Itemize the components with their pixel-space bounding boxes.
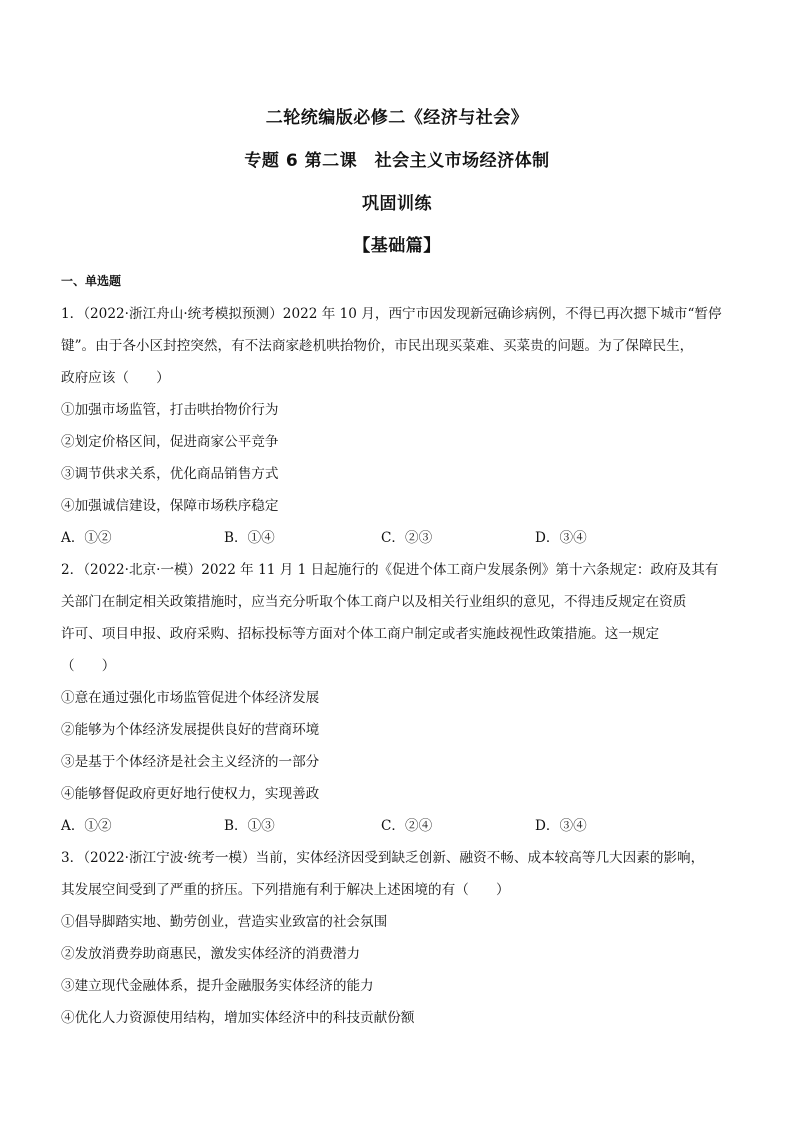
question-1-options: [61, 526, 741, 546]
document-section-title: 巩固训练: [362, 194, 432, 214]
option-b[interactable]: B．①④: [224, 530, 275, 546]
document-subtitle: 专题 6 第二课 社会主义市场经济体制: [244, 151, 550, 171]
option-b[interactable]: B．①③: [224, 818, 275, 834]
question-1-line-2: 键”。由于各小区封控突然，有不法商家趁机哄抬物价，市民出现买菜难、买菜贵的问题。为了保障民生，: [61, 338, 694, 354]
question-1-item-3: ③调节供求关系，优化商品销售方式: [61, 466, 279, 482]
question-1-item-1: ①加强市场监管，打击哄抬物价行为: [61, 402, 279, 418]
question-2-item-3: ③是基于个体经济是社会主义经济的一部分: [61, 754, 320, 770]
question-1-item-2: ②划定价格区间，促进商家公平竞争: [61, 434, 279, 450]
option-d[interactable]: D．③④: [535, 530, 587, 546]
question-2-line-3: 许可、项目申报、政府采购、招标投标等方面对个体工商户制定或者实施歧视性政策措施。这一规定: [61, 626, 660, 642]
option-a[interactable]: A．①②: [61, 818, 112, 834]
question-3-line-1: 3．（2022·浙江宁波·统考一模）当前，实体经济因受到缺乏创新、融资不畅、成本较高等几大因素的影响，: [61, 850, 705, 866]
document-title: 二轮统编版必修二《经济与社会》: [265, 108, 529, 128]
question-1-line-3: 政府应该（ ）: [61, 370, 170, 386]
option-c[interactable]: C．②④: [381, 818, 433, 834]
question-2-item-4: ④能够督促政府更好地行使权力，实现善政: [61, 786, 320, 802]
option-c[interactable]: C．②③: [381, 530, 433, 546]
question-3-line-2: 其发展空间受到了严重的挤压。下列措施有利于解决上述困境的有（ ）: [61, 882, 510, 898]
question-2-line-2: 关部门在制定相关政策措施时，应当充分听取个体工商户以及相关行业组织的意见，不得违反规定在资质: [61, 594, 687, 610]
question-1-item-4: ④加强诚信建设，保障市场秩序稳定: [61, 498, 279, 514]
question-2-options: [61, 814, 741, 834]
difficulty-heading: 【基础篇】: [353, 236, 441, 256]
question-1-line-1: 1．（2022·浙江舟山·统考模拟预测）2022 年 10 月，西宁市因发现新冠确诊病例，不得已再次摁下城市“暂停: [61, 306, 722, 322]
option-a[interactable]: A．①②: [61, 530, 112, 546]
section-label: 一、单选题: [61, 274, 122, 288]
question-3-item-2: ②发放消费券助商惠民，激发实体经济的消费潜力: [61, 946, 361, 962]
question-2-item-2: ②能够为个体经济发展提供良好的营商环境: [61, 722, 320, 738]
question-2-line-4: （ ）: [61, 658, 116, 674]
question-3-item-4: ④优化人力资源使用结构，增加实体经济中的科技贡献份额: [61, 1010, 415, 1026]
option-d[interactable]: D．③④: [535, 818, 587, 834]
question-2-line-1: 2．（2022·北京·一模）2022 年 11 月 1 日起施行的《促进个体工商户发展条例》第十六条规定：政府及其有: [61, 562, 719, 578]
question-3-item-3: ③建立现代金融体系，提升金融服务实体经济的能力: [61, 978, 374, 994]
question-2-item-1: ①意在通过强化市场监管促进个体经济发展: [61, 690, 320, 706]
question-3-item-1: ①倡导脚踏实地、勤劳创业，营造实业致富的社会氛围: [61, 914, 388, 930]
